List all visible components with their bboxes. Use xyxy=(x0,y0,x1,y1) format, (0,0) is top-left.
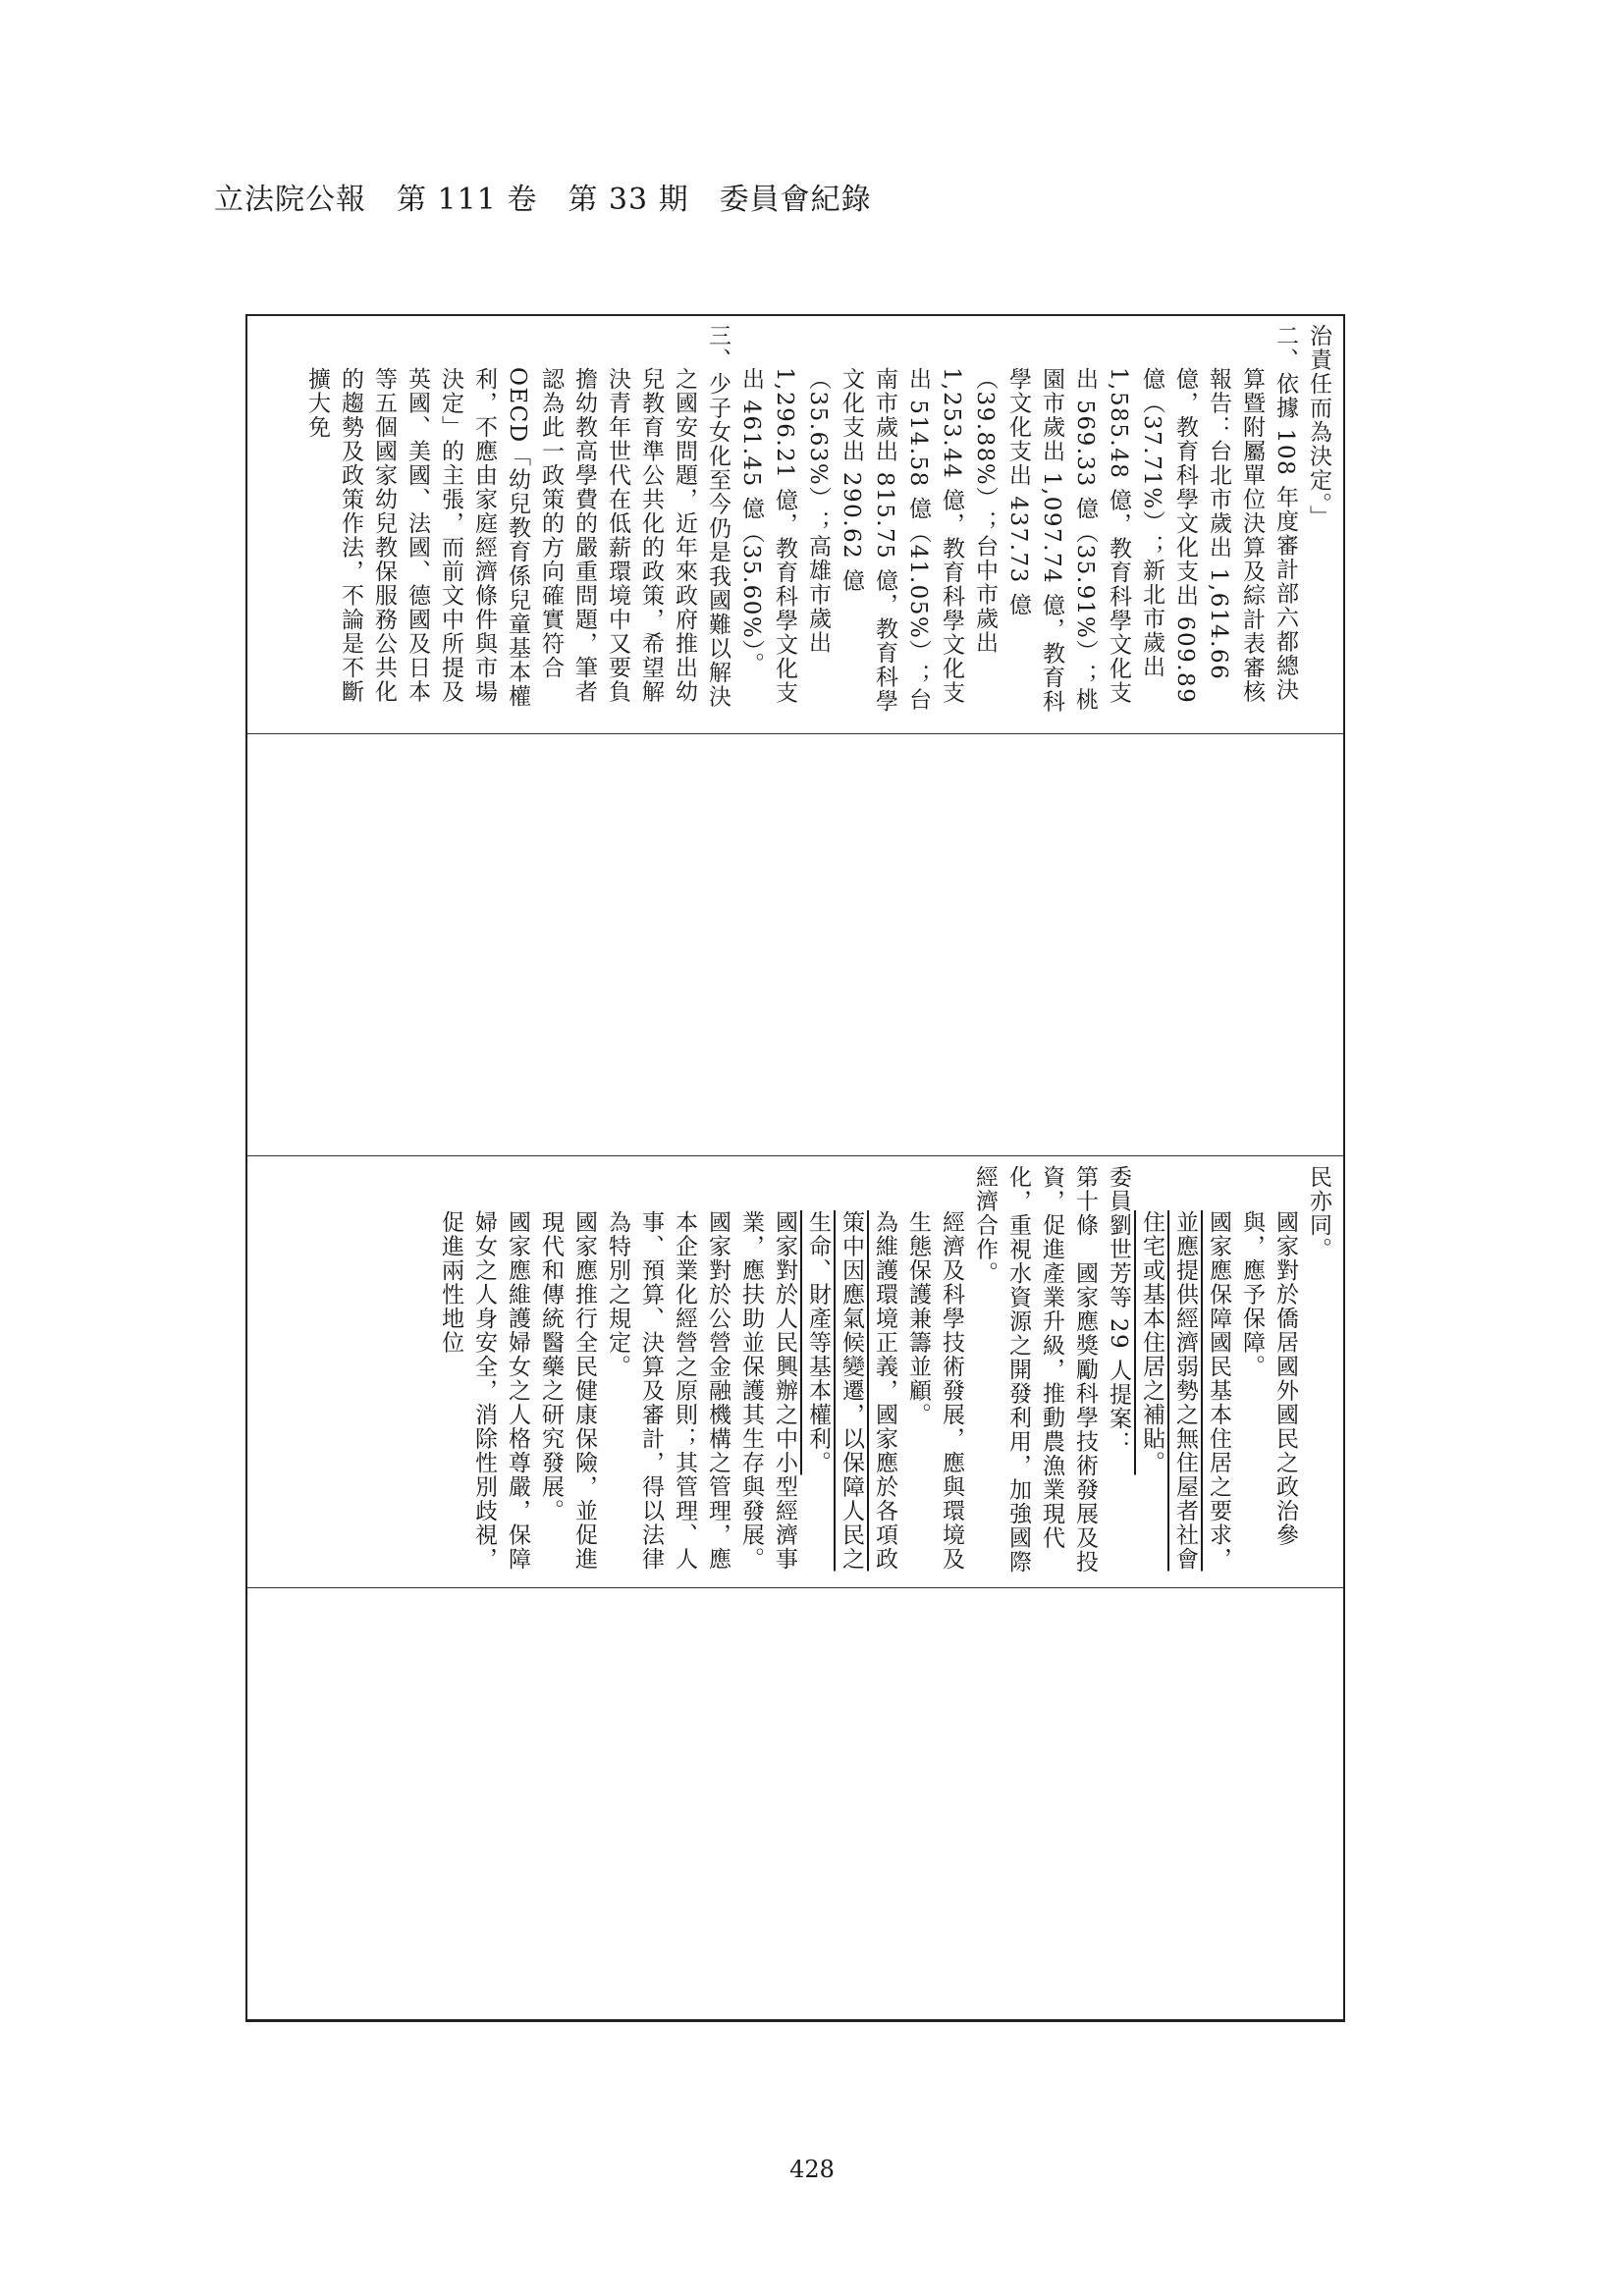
proposal-paragraph: 國家應推行全民健康保險，並促進現代和傳統醫藥之研究發展。 xyxy=(538,1210,597,1572)
blank-column xyxy=(247,735,1343,1155)
proposal-paragraph: 民亦同。 xyxy=(1306,1165,1331,1261)
explanation-paragraph: 治責任而為決定。」 xyxy=(1306,324,1331,529)
column-divider xyxy=(247,1155,1343,1156)
proposal-heading: 委員劉世芳等 29 人提案： xyxy=(1106,1165,1131,1455)
proposal-paragraph: 國家應維護婦女之人格尊嚴，保障婦女之人身安全，消除性別歧視，促進兩性地位 xyxy=(438,1210,530,1572)
proposal-paragraph: 為維護環境正義，國家應於各項政策中因應氣候變遷，以保障人民之生命、財產等基本權利。 xyxy=(805,1210,897,1572)
explanation-column xyxy=(247,316,1343,733)
page-number: 428 xyxy=(789,2156,835,2183)
proposal-paragraph: 國家對於僑居國外國民之政治參與，應予保障。 xyxy=(1239,1210,1298,1547)
proposal-paragraph: 經濟及科學技術發展，應與環境及生態保護兼籌並顧。 xyxy=(905,1210,964,1572)
explanation-paragraph: 二、依據 108 年度審計部六都總決算暨附屬單位決算及綜計表審核報告：台北市歲出 1,614.66 億，教育科學文化支出 609.89 億（37.71%）；新北市歲出 1,585.48 億，教育科學文化支出 569.33 億（35.91%）；桃園市歲出 1,097.74 億，教育科學文化支出 437.73 億（39.88%）；台中市歲出 1,253.44 億，教育科學文化支出 514.58 億（41.05%）；台南市歲出 815.75 億，教育科學文化支出 290.62 億（35.63%）；高雄市歲出 1,296.21 億，教育科學文化支出 461.45 億（35.60%）。 xyxy=(738,324,1298,714)
proposal-comparison-table xyxy=(245,314,1345,2022)
document-header: 立法院公報 第 111 卷 第 33 期 委員會紀錄 xyxy=(214,183,872,217)
blank-column xyxy=(247,1589,1343,2021)
column-divider xyxy=(247,1587,1343,1588)
column-divider xyxy=(247,733,1343,734)
proposal-paragraph: 國家對於公營金融機構之管理，應本企業化經營之原則；其管理、人事、預算、決算及審計，得以法律為特別之規定。 xyxy=(605,1210,731,1572)
explanation-paragraph: 三、少子女化至今仍是我國難以解決之國安問題，近年來政府推出幼兒教育準公共化的政策，希望解決青年世代在低薪環境中又要負擔幼教高學費的嚴重問題，筆者認為此一政策的方向確實符合 OECD「幼兒教育係兒童基本權利，不應由家庭經濟條件與市場決定」的主張，而前文中所提及英國、美國、法國、德國及日本等五個國家幼兒教保服務公共化的趨勢及政策作法，不論是不斷擴大免 xyxy=(304,324,731,709)
proposal-paragraph: 國家對於人民興辦之中小型經濟事業，應扶助並保護其生存與發展。 xyxy=(738,1210,797,1572)
proposal-paragraph: 國家應保障國民基本住居之要求，並應提供經濟弱勢之無住屋者社會住宅或基本住居之補貼。 xyxy=(1139,1210,1231,1572)
proposal-column xyxy=(247,1157,1343,1587)
proposal-article: 第十條 國家應獎勵科學技術發展及投資，促進產業升級，推動農漁業現代化，重視水資源之開發利用，加強國際經濟合作。 xyxy=(972,1165,1098,1575)
